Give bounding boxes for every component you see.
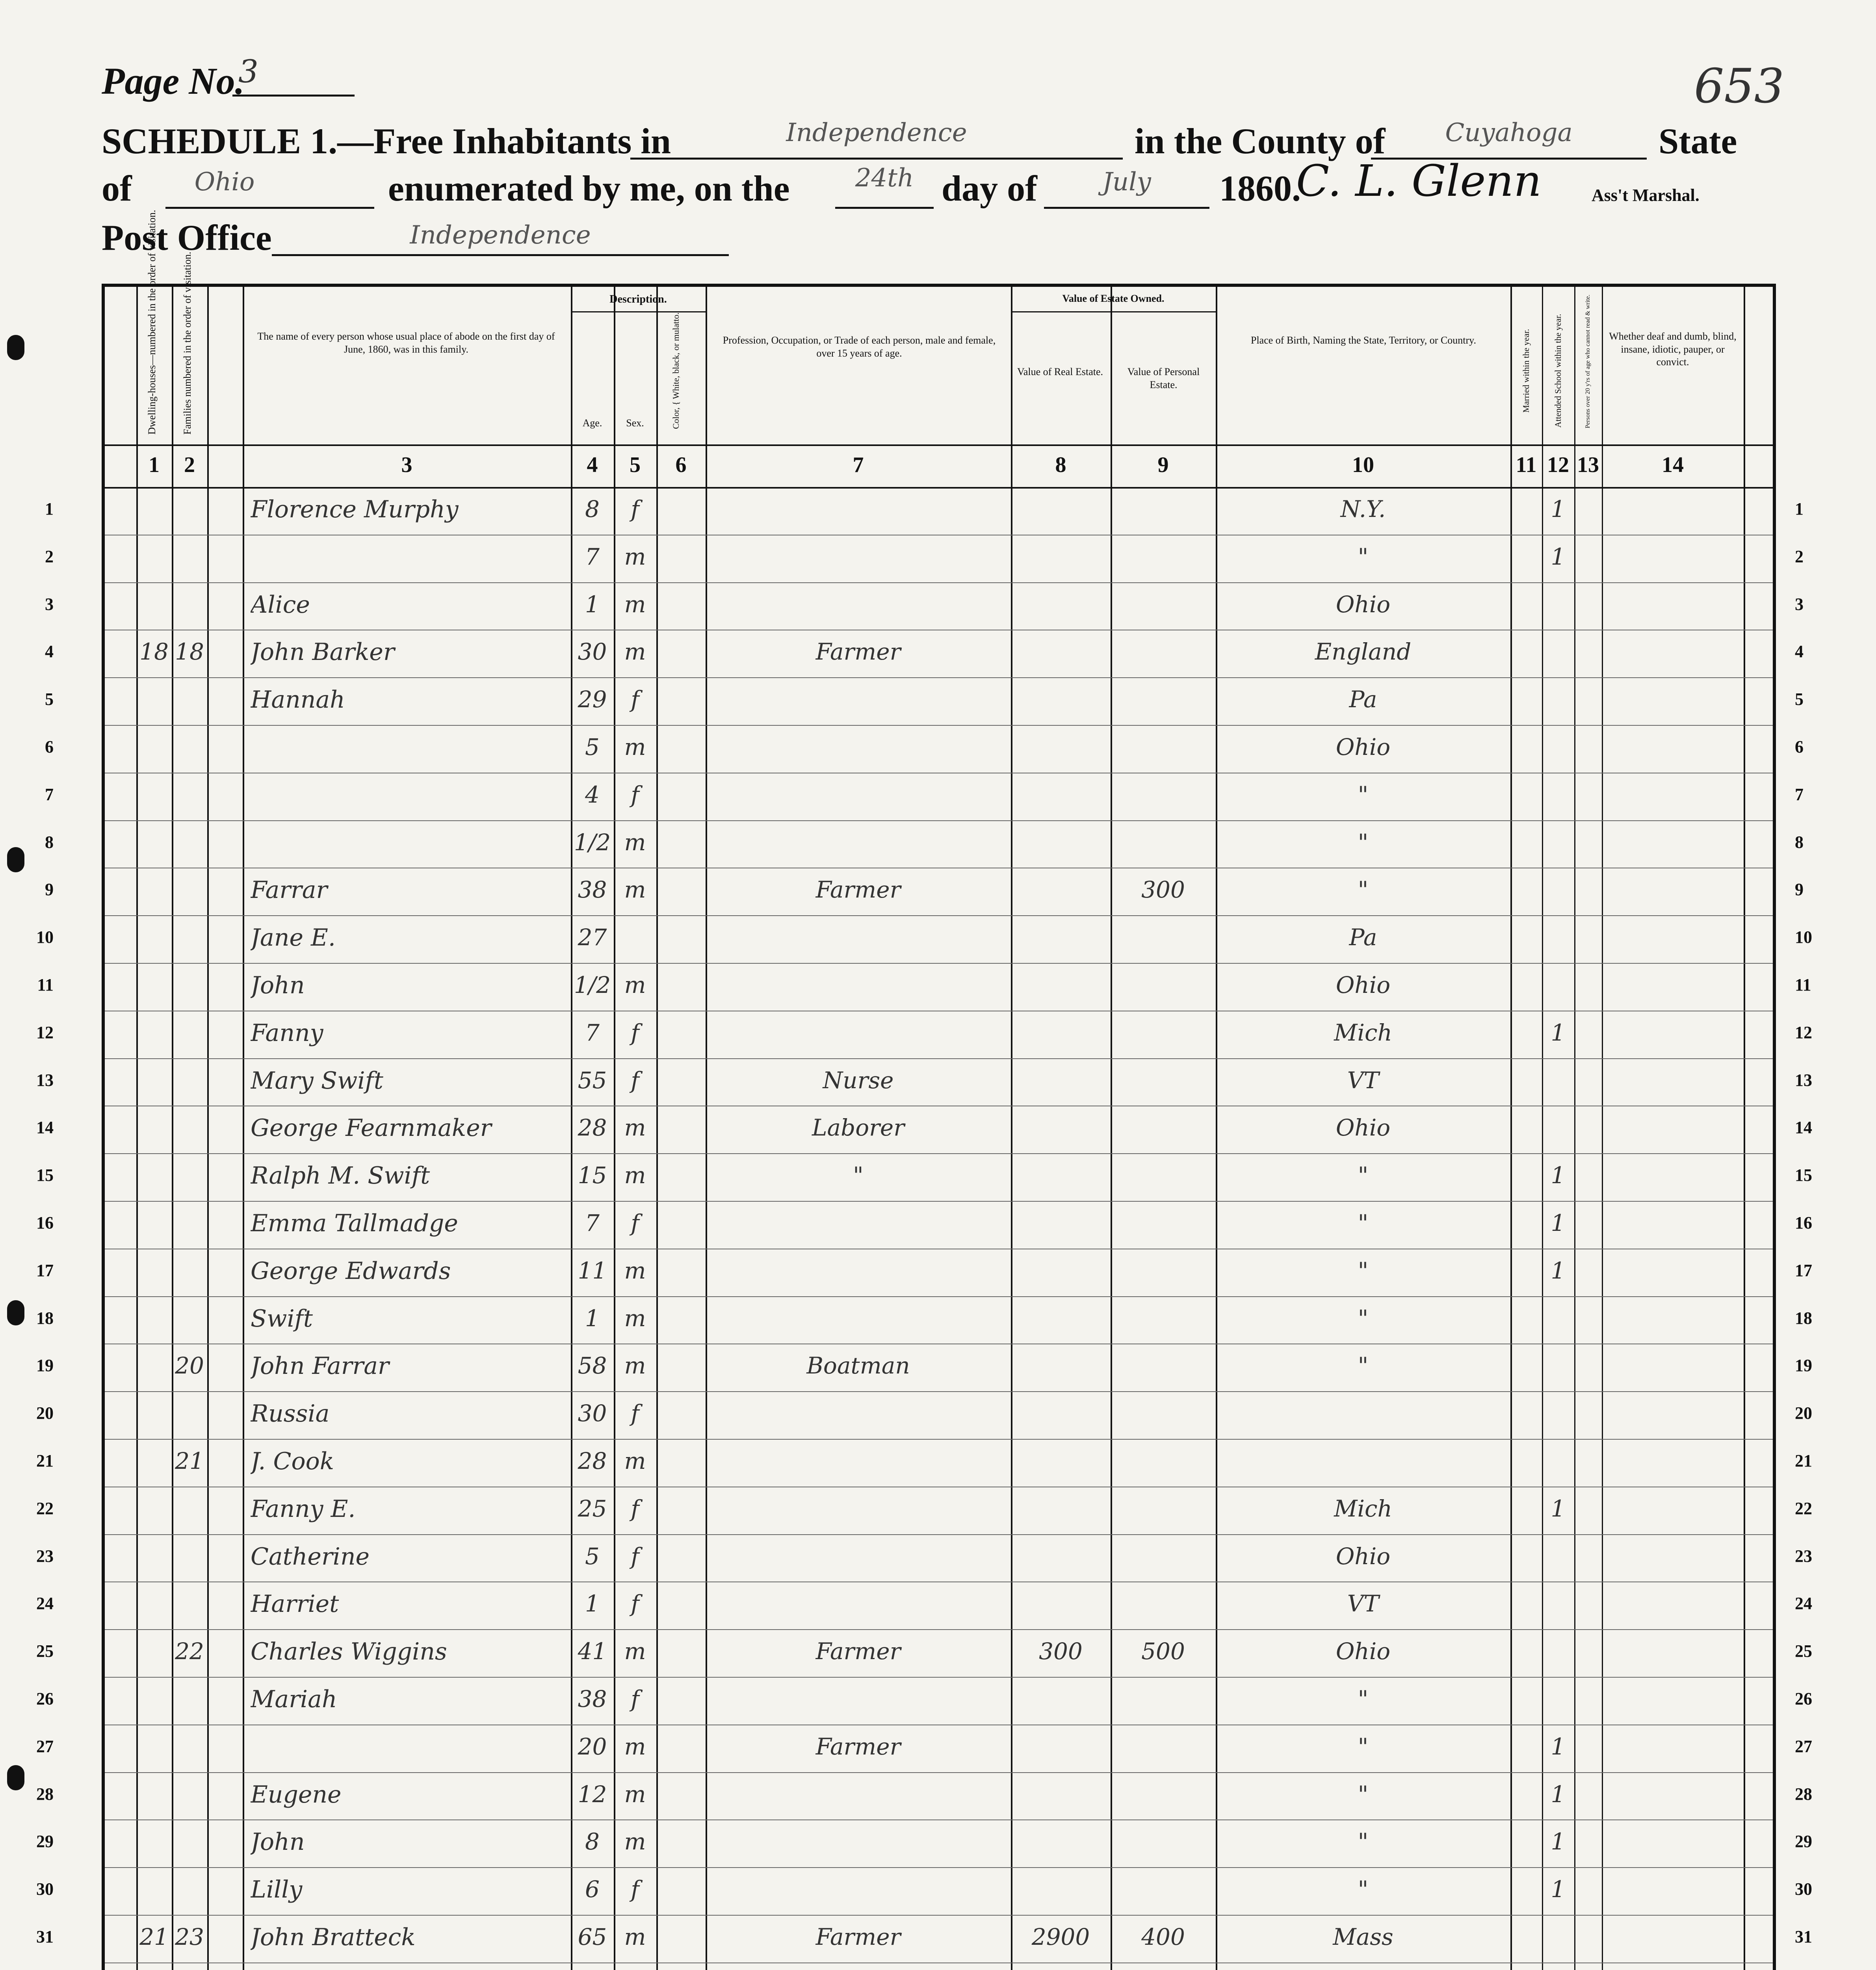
cell-occ: Laborer [812,1114,905,1141]
cell-age: 11 [578,1257,607,1284]
line-number-left: 18 [36,1308,54,1328]
page-number-underline [232,95,355,97]
line-number-right: 1 [1795,499,1804,519]
cell-real: 2900 [1031,1924,1090,1950]
line-number-right: 11 [1795,975,1811,994]
line-number-left: 3 [45,594,54,614]
line-number-left: 10 [36,927,54,947]
line-number-right: 18 [1795,1308,1812,1328]
line-number-right: 9 [1795,880,1804,900]
line-number-right: 24 [1795,1594,1812,1613]
cell-age: 7 [585,1210,600,1236]
cell-birth: VT [1347,1067,1379,1094]
line-number-right: 5 [1795,690,1804,709]
line-number-left: 16 [36,1213,54,1232]
cell-age: 6 [585,1876,600,1903]
cell-age: 4 [585,781,600,808]
cell-birth: Mich [1334,1019,1392,1046]
line-number-left: 22 [36,1498,54,1518]
month-value: July [1102,167,1151,197]
cell-age: 65 [578,1924,607,1950]
page-number: 3 [238,53,258,90]
col4-header: Age. [582,417,602,429]
description-header: Description. [609,293,667,305]
cell-birth: Mich [1334,1495,1392,1522]
col3-header: The name of every person whose usual place of abode on the first day of June, 1860, was in this family. [257,331,555,355]
county-label: in the County of [1135,121,1386,161]
cell-name: Eugene [251,1780,342,1808]
cell-occ: Farmer [815,638,901,665]
township-value: Independence [786,118,967,147]
cell-age: 25 [578,1495,607,1522]
cell-school: 1 [1551,1828,1566,1855]
line-number-left: 1 [45,499,54,519]
row-rule [105,820,1773,821]
cell-age: 8 [585,496,600,522]
county-value: Cuyahoga [1445,118,1573,147]
col8-header: Value of Real Estate. [1017,366,1103,377]
cell-age: 8 [585,1828,600,1855]
cell-birth: " [1358,1876,1369,1903]
cell-sex: m [624,1780,646,1808]
cell-name: John [251,1828,305,1856]
cell-dw: 18 [139,638,169,665]
cell-name: J. Cook [251,1448,334,1475]
cell-birth: " [1358,1686,1369,1712]
line-number-right: 20 [1795,1403,1812,1423]
col-number: 1 [149,453,160,477]
post-office-value: Independence [410,221,591,250]
line-number-right: 13 [1795,1070,1812,1090]
line-number-right: 17 [1795,1260,1812,1280]
cell-sex: f [631,1067,639,1094]
row-rule [105,1629,1773,1630]
cell-sex: m [624,1114,646,1141]
cell-age: 58 [578,1352,607,1379]
col7-header: Profession, Occupation, or Trade of each person, male and female, over 15 years of age. [723,335,996,359]
cell-age: 29 [578,686,607,713]
line-number-left: 13 [36,1070,54,1090]
col11-header: Married within the year. [1521,329,1531,413]
line-number-left: 30 [36,1879,54,1899]
cell-sex: f [631,1019,639,1046]
cell-sex: m [624,1828,646,1855]
sheet-number: 653 [1694,59,1785,114]
line-number-left: 23 [36,1546,54,1566]
col-number: 10 [1352,453,1374,477]
col-number: 12 [1547,453,1569,477]
cell-name: Russia [251,1400,330,1428]
cell-birth: N.Y. [1340,496,1386,522]
cell-dw: 21 [139,1924,169,1950]
state-label: State [1659,121,1737,161]
line-number-left: 20 [36,1403,54,1423]
cell-birth: " [1358,1210,1369,1236]
cell-age: 41 [578,1638,607,1665]
cell-birth: " [1358,829,1369,856]
cell-sex: m [624,591,646,618]
cell-age: 7 [585,543,600,570]
cell-sex: m [624,1162,646,1189]
cell-occ: Boatman [806,1352,910,1379]
line-number-right: 29 [1795,1832,1812,1851]
cell-birth: " [1358,1305,1369,1332]
cell-school: 1 [1551,496,1566,522]
cell-age: 1 [585,591,600,618]
cell-school: 1 [1551,543,1566,570]
cell-fam: 20 [175,1352,204,1379]
cell-name: John [251,972,305,999]
line-number-left: 21 [36,1451,54,1470]
col9-header: Value of Personal Estate. [1127,366,1200,390]
cell-name: Catherine [251,1543,370,1570]
cell-age: 5 [585,734,600,760]
cell-name: Mariah [251,1686,337,1713]
line-number-right: 25 [1795,1641,1812,1661]
cell-sex: m [624,1638,646,1665]
row-rule [105,1296,1773,1297]
cell-name: Alice [251,591,310,619]
cell-sex: m [624,829,646,856]
col-number: 13 [1577,453,1599,477]
line-number-right: 26 [1795,1689,1812,1708]
cell-sex: m [624,734,646,760]
line-number-left: 25 [36,1641,54,1661]
post-office-label: Post Office [102,217,272,258]
cell-birth: " [1358,543,1369,570]
page-number-label: Page No. [102,60,245,102]
cell-sex: f [631,1495,639,1522]
line-number-left: 26 [36,1689,54,1708]
cell-school: 1 [1551,1162,1566,1189]
binding-hole [7,335,24,360]
line-number-right: 28 [1795,1784,1812,1804]
col2-header: Families numbered in the order of visitation. [182,251,193,435]
marshal-label: Ass't Marshal. [1592,186,1700,205]
state-value: Ohio [194,167,255,197]
cell-sex: f [631,496,639,522]
line-number-right: 16 [1795,1213,1812,1232]
line-number-left: 28 [36,1784,54,1804]
cell-age: 28 [578,1114,607,1141]
cell-school: 1 [1551,1210,1566,1236]
cell-birth: " [1358,1257,1369,1284]
cell-occ: Farmer [815,876,901,903]
cell-name: Fanny [251,1019,323,1047]
cell-birth: " [1358,1828,1369,1855]
cell-age: 5 [585,1543,600,1570]
cell-sex: m [624,1448,646,1474]
cell-birth: " [1358,1162,1369,1189]
post-office-underline [272,254,729,256]
line-number-right: 19 [1795,1356,1812,1375]
line-number-right: 15 [1795,1165,1812,1185]
cell-sex: f [631,1590,639,1617]
cell-age: 12 [578,1780,607,1808]
line-number-right: 2 [1795,546,1804,566]
cell-sex: m [624,1924,646,1950]
cell-name: Jane E. [251,924,336,952]
cell-birth: Ohio [1335,734,1391,760]
row-rule [105,1677,1773,1678]
cell-name: Charles Wiggins [251,1638,447,1666]
line-number-left: 5 [45,690,54,709]
cell-name: Lilly [251,1876,303,1904]
cell-fam: 21 [175,1448,204,1474]
cell-age: 27 [578,924,607,951]
row-rule [105,1819,1773,1820]
col-number: 3 [401,453,412,477]
cell-birth: Mass [1333,1924,1393,1950]
line-number-right: 8 [1795,832,1804,852]
day-value: 24th [855,164,914,193]
cell-occ: Farmer [815,1733,901,1760]
cell-real: 300 [1039,1638,1083,1665]
cell-name: Swift [251,1305,313,1333]
col-number: 11 [1516,453,1537,477]
line-number-right: 30 [1795,1879,1812,1899]
line-number-left: 6 [45,737,54,756]
day-of-label: day of [942,168,1037,208]
estate-header: Value of Estate Owned. [1062,293,1165,304]
cell-age: 1 [585,1305,600,1332]
line-number-left: 24 [36,1594,54,1613]
cell-sex: f [631,1400,639,1427]
col-number: 9 [1157,453,1169,477]
row-rule [105,963,1773,964]
cell-name: Hannah [251,686,345,714]
col1-header: Dwelling-houses—numbered in the order of visitation. [146,210,158,435]
cell-birth: Ohio [1335,972,1391,998]
line-number-right: 12 [1795,1022,1812,1042]
line-number-left: 15 [36,1165,54,1185]
line-number-left: 12 [36,1022,54,1042]
cell-sex: m [624,1305,646,1332]
cell-sex: f [631,1686,639,1712]
line-number-right: 21 [1795,1451,1812,1470]
cell-birth: Ohio [1335,1114,1391,1141]
row-rule [105,1772,1773,1773]
row-rule [105,1391,1773,1392]
col-number: 5 [630,453,641,477]
cell-name: Fanny E. [251,1495,356,1523]
line-number-left: 31 [36,1927,54,1946]
cell-birth: Ohio [1335,1543,1391,1570]
cell-occ: Farmer [815,1924,901,1950]
cell-age: 7 [585,1019,600,1046]
cell-birth: " [1358,1780,1369,1808]
cell-name: Florence Murphy [251,496,459,523]
line-number-right: 3 [1795,594,1804,614]
line-number-right: 23 [1795,1546,1812,1566]
cell-name: Mary Swift [251,1067,383,1095]
row-rule [105,1058,1773,1059]
col-number: 2 [184,453,195,477]
line-number-left: 4 [45,642,54,662]
line-number-left: 27 [36,1736,54,1756]
row-rule [105,725,1773,726]
line-number-right: 6 [1795,737,1804,756]
col-number: 14 [1662,453,1684,477]
line-number-left: 2 [45,546,54,566]
cell-name: Emma Tallmadge [251,1210,458,1237]
cell-sex: m [624,1352,646,1379]
state-underline [165,207,374,209]
cell-birth: Ohio [1335,1638,1391,1665]
cell-name: John Bratteck [251,1924,416,1951]
month-underline [1044,207,1209,209]
line-number-left: 11 [37,975,54,994]
cell-age: 20 [578,1733,607,1760]
cell-name: George Fearnmaker [251,1114,492,1142]
cell-birth: VT [1347,1590,1379,1617]
schedule-title: SCHEDULE 1.—Free Inhabitants in [102,121,671,161]
cell-school: 1 [1551,1876,1566,1903]
line-number-right: 10 [1795,927,1812,947]
cell-birth: Ohio [1335,591,1391,618]
line-number-right: 22 [1795,1498,1812,1518]
cell-name: John Farrar [251,1352,389,1380]
line-number-left: 19 [36,1356,54,1375]
enumerated-label: enumerated by me, on the [388,168,790,208]
cell-birth: " [1358,1733,1369,1760]
cell-sex: m [624,972,646,998]
cell-birth: England [1315,638,1412,665]
row-rule [105,582,1773,583]
year-label: 1860. [1219,168,1301,208]
cell-name: Farrar [251,876,328,904]
row-rule [105,1201,1773,1202]
row-rule [105,915,1773,916]
row-rule [105,1439,1773,1440]
cell-sex: f [631,781,639,808]
line-number-left: 9 [45,880,54,900]
cell-fam: 18 [175,638,204,665]
line-number-right: 31 [1795,1927,1812,1946]
row-rule [105,1915,1773,1916]
cell-sex: f [631,1210,639,1236]
cell-pers: 300 [1141,876,1185,903]
line-number-left: 14 [36,1118,54,1137]
row-rule [105,677,1773,678]
col12-header: Attended School within the year. [1553,314,1563,428]
cell-birth: " [1358,876,1369,903]
col10-header: Place of Birth, Naming the State, Territory, or Country. [1251,335,1476,346]
cell-age: 30 [578,638,607,665]
cell-age: 15 [578,1162,607,1189]
cell-sex: f [631,686,639,713]
cell-sex: m [624,543,646,570]
cell-occ: " [853,1162,864,1189]
line-number-right: 14 [1795,1118,1812,1137]
cell-age: 1/2 [574,829,611,856]
col-number: 4 [587,453,598,477]
cell-birth: Pa [1349,924,1377,951]
cell-school: 1 [1551,1733,1566,1760]
place-underline [630,158,1123,160]
cell-occ: Farmer [815,1638,901,1665]
line-number-left: 17 [36,1260,54,1280]
cell-pers: 500 [1141,1638,1185,1665]
col5-header: Sex. [626,417,644,429]
cell-birth: " [1358,1352,1369,1379]
cell-school: 1 [1551,1257,1566,1284]
cell-fam: 23 [175,1924,204,1950]
line-number-left: 7 [45,784,54,804]
line-number-right: 7 [1795,784,1804,804]
col-number: 8 [1055,453,1066,477]
of-label: of [102,168,132,208]
cell-age: 1/2 [574,972,611,998]
cell-sex: f [631,1876,639,1903]
cell-name: Ralph M. Swift [251,1162,430,1190]
cell-age: 30 [578,1400,607,1427]
row-rule [105,1153,1773,1154]
day-underline [835,207,934,209]
cell-age: 1 [585,1590,600,1617]
line-number-right: 27 [1795,1736,1812,1756]
line-number-left: 29 [36,1832,54,1851]
col-number: 6 [675,453,687,477]
row-rule [105,1534,1773,1535]
row-rule [105,1867,1773,1868]
cell-name: Harriet [251,1590,339,1618]
line-number-right: 4 [1795,642,1804,662]
cell-sex: m [624,638,646,665]
line-number-left: 8 [45,832,54,852]
cell-sex: f [631,1543,639,1570]
cell-birth: " [1358,781,1369,808]
cell-sex: m [624,1733,646,1760]
cell-occ: Nurse [823,1067,894,1094]
cell-sex: m [624,1257,646,1284]
cell-fam: 22 [175,1638,204,1665]
cell-age: 55 [578,1067,607,1094]
col-number: 7 [853,453,864,477]
col13-header: Persons over 20 y'rs of age who cannot read & write. [1584,294,1591,428]
cell-name: John Barker [251,638,395,666]
cell-school: 1 [1551,1780,1566,1808]
col14-header: Whether deaf and dumb, blind, insane, idiotic, pauper, or convict. [1609,331,1737,368]
col6-header: Color, { White, black, or mulatto. [671,312,681,429]
cell-age: 38 [578,876,607,903]
marshal-signature: C. L. Glenn [1296,156,1542,206]
cell-school: 1 [1551,1495,1566,1522]
cell-school: 1 [1551,1019,1566,1046]
cell-age: 38 [578,1686,607,1712]
cell-sex: m [624,876,646,903]
cell-age: 28 [578,1448,607,1474]
cell-pers: 400 [1141,1924,1185,1950]
cell-name: George Edwards [251,1257,451,1285]
cell-birth: Pa [1349,686,1377,713]
